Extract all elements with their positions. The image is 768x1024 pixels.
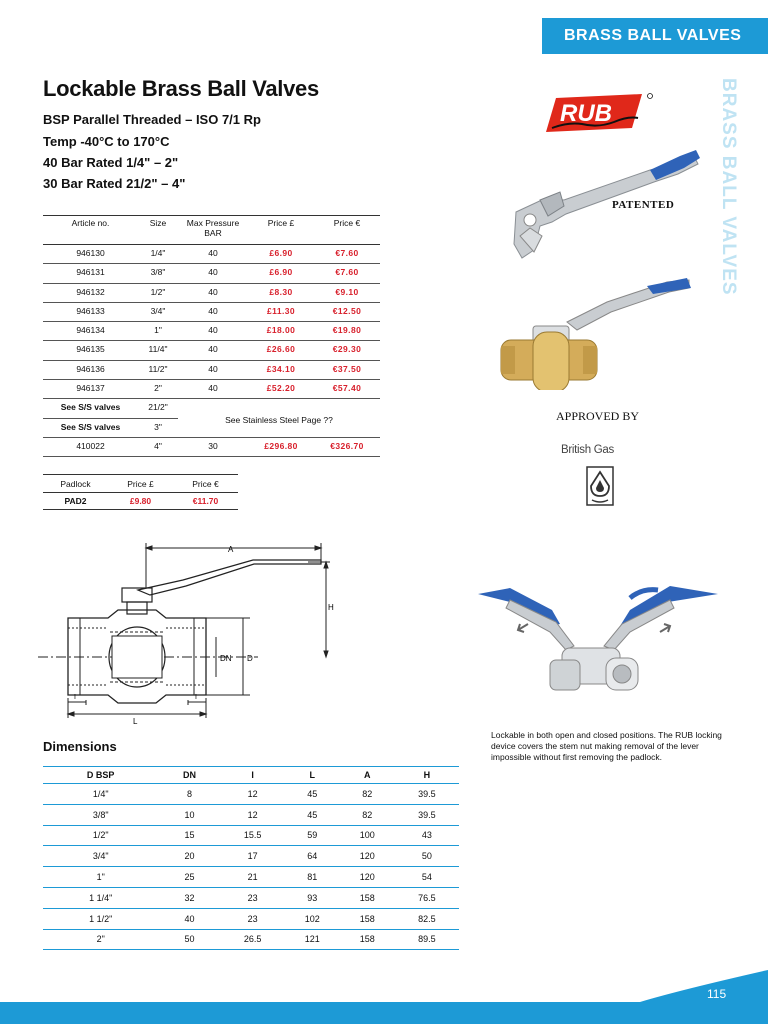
price-table-header bbox=[43, 216, 380, 245]
lock-mechanism-photo bbox=[500, 140, 710, 270]
col-price-gbp: Price £ bbox=[108, 475, 173, 493]
h: 76.5 bbox=[395, 887, 459, 908]
h: 82.5 bbox=[395, 908, 459, 929]
l: 59 bbox=[285, 825, 340, 846]
table-row bbox=[43, 493, 238, 510]
size: 3/8" bbox=[138, 264, 178, 283]
pressure: 40 bbox=[178, 302, 248, 321]
size: 11/2" bbox=[138, 360, 178, 379]
price-eur: €57.40 bbox=[314, 380, 380, 399]
article-no: 946136 bbox=[43, 360, 138, 379]
british-gas-logo: British Gas bbox=[561, 444, 614, 456]
padlock-table bbox=[43, 474, 238, 510]
table-row bbox=[43, 399, 380, 418]
a: 82 bbox=[340, 804, 395, 825]
col-d-bsp: D BSP bbox=[43, 767, 158, 784]
table-row bbox=[43, 322, 380, 341]
a: 120 bbox=[340, 846, 395, 867]
i: 17 bbox=[221, 846, 285, 867]
table-row bbox=[43, 437, 380, 456]
price-eur: €7.60 bbox=[314, 264, 380, 283]
l: 45 bbox=[285, 784, 340, 805]
article-no: 946131 bbox=[43, 264, 138, 283]
dn: 10 bbox=[158, 804, 220, 825]
label-h: H bbox=[328, 603, 334, 612]
pressure: 40 bbox=[178, 322, 248, 341]
a: 158 bbox=[340, 887, 395, 908]
spec-thread: BSP Parallel Threaded – ISO 7/1 Rp bbox=[43, 112, 261, 127]
price-gbp: £34.10 bbox=[248, 360, 314, 379]
page-number: 115 bbox=[707, 987, 727, 1001]
col-l: L bbox=[285, 767, 340, 784]
table-row bbox=[43, 804, 459, 825]
pressure: 40 bbox=[178, 360, 248, 379]
label-i-left: I bbox=[74, 694, 76, 701]
col-price-eur: Price € bbox=[173, 475, 238, 493]
price-gbp: £6.90 bbox=[248, 245, 314, 264]
col-i: I bbox=[221, 767, 285, 784]
table-row bbox=[43, 846, 459, 867]
article-no: 410022 bbox=[43, 437, 138, 456]
d-bsp: 1 1/2" bbox=[43, 908, 158, 929]
i: 15.5 bbox=[221, 825, 285, 846]
l: 93 bbox=[285, 887, 340, 908]
h: 89.5 bbox=[395, 929, 459, 950]
locking-action-photo bbox=[470, 580, 720, 710]
col-h: H bbox=[395, 767, 459, 784]
d-bsp: 2" bbox=[43, 929, 158, 950]
i: 12 bbox=[221, 804, 285, 825]
price-eur: €7.60 bbox=[314, 245, 380, 264]
article-no: 946133 bbox=[43, 302, 138, 321]
lockable-valve-photo bbox=[497, 270, 697, 390]
price-gbp: £9.80 bbox=[108, 493, 173, 510]
i: 23 bbox=[221, 887, 285, 908]
i: 26.5 bbox=[221, 929, 285, 950]
pressure: 40 bbox=[178, 380, 248, 399]
table-row bbox=[43, 283, 380, 302]
dimensions-heading: Dimensions bbox=[43, 739, 117, 754]
col-price-eur: Price € bbox=[314, 216, 380, 245]
l: 81 bbox=[285, 867, 340, 888]
price-eur: €9.10 bbox=[314, 283, 380, 302]
table-row bbox=[43, 867, 459, 888]
table-row bbox=[43, 360, 380, 379]
col-article: Article no. bbox=[43, 216, 138, 245]
price-eur: €12.50 bbox=[314, 302, 380, 321]
price-eur: €326.70 bbox=[314, 437, 380, 456]
col-price-gbp: Price £ bbox=[248, 216, 314, 245]
d-bsp: 1" bbox=[43, 867, 158, 888]
l: 45 bbox=[285, 804, 340, 825]
approved-by-label: APPROVED BY bbox=[556, 409, 640, 423]
h: 39.5 bbox=[395, 804, 459, 825]
price-eur: €19.80 bbox=[314, 322, 380, 341]
a: 120 bbox=[340, 867, 395, 888]
h: 43 bbox=[395, 825, 459, 846]
size: 4" bbox=[138, 437, 178, 456]
side-section-tab bbox=[708, 78, 748, 296]
d-bsp: 3/4" bbox=[43, 846, 158, 867]
price-eur: €11.70 bbox=[173, 493, 238, 510]
pressure: 40 bbox=[178, 283, 248, 302]
label-l: L bbox=[133, 717, 138, 725]
table-row bbox=[43, 887, 459, 908]
dimensions-table bbox=[43, 766, 459, 950]
rub-logo bbox=[538, 88, 658, 140]
table-row bbox=[43, 908, 459, 929]
size: 21/2" bbox=[138, 399, 178, 418]
dn: 50 bbox=[158, 929, 220, 950]
dn: 32 bbox=[158, 887, 220, 908]
spec-rating-40: 40 Bar Rated 1/4" – 2" bbox=[43, 155, 179, 170]
pressure: 30 bbox=[178, 437, 248, 456]
label-dn: DN bbox=[220, 654, 232, 663]
d-bsp: 1/2" bbox=[43, 825, 158, 846]
padlock-table-header bbox=[43, 475, 238, 493]
dn: 20 bbox=[158, 846, 220, 867]
table-row bbox=[43, 264, 380, 283]
patented-label: PATENTED bbox=[612, 199, 675, 211]
a: 158 bbox=[340, 908, 395, 929]
ss-note: See Stainless Steel Page ?? bbox=[178, 399, 380, 438]
size: 1/2" bbox=[138, 283, 178, 302]
d-bsp: 1/4" bbox=[43, 784, 158, 805]
price-gbp: £26.60 bbox=[248, 341, 314, 360]
dn: 15 bbox=[158, 825, 220, 846]
i: 21 bbox=[221, 867, 285, 888]
article-no: 946132 bbox=[43, 283, 138, 302]
h: 54 bbox=[395, 867, 459, 888]
col-pressure: Max Pressure BAR bbox=[178, 216, 248, 245]
col-padlock: Padlock bbox=[43, 475, 108, 493]
price-gbp: £18.00 bbox=[248, 322, 314, 341]
l: 121 bbox=[285, 929, 340, 950]
ss-reference: See S/S valves bbox=[43, 418, 138, 437]
padlock-code: PAD2 bbox=[43, 493, 108, 510]
size: 2" bbox=[138, 380, 178, 399]
i: 12 bbox=[221, 784, 285, 805]
i: 23 bbox=[221, 908, 285, 929]
price-gbp: £8.30 bbox=[248, 283, 314, 302]
article-no: 946137 bbox=[43, 380, 138, 399]
label-d: D bbox=[247, 654, 253, 663]
footer-wedge bbox=[640, 970, 768, 1024]
d-bsp: 1 1/4" bbox=[43, 887, 158, 908]
size: 3" bbox=[138, 418, 178, 437]
size: 1" bbox=[138, 322, 178, 341]
article-no: 946134 bbox=[43, 322, 138, 341]
a: 82 bbox=[340, 784, 395, 805]
table-row bbox=[43, 380, 380, 399]
size: 1/4" bbox=[138, 245, 178, 264]
section-title-text: BRASS BALL VALVES bbox=[564, 27, 742, 44]
lock-caption: Lockable in both open and closed positions. The RUB locking device covers the stem nut making removal of the lever impossible without first removing the padlock. bbox=[491, 730, 722, 763]
page-title: Lockable Brass Ball Valves bbox=[43, 76, 319, 101]
dimensions-header bbox=[43, 767, 459, 784]
dn: 25 bbox=[158, 867, 220, 888]
h: 39.5 bbox=[395, 784, 459, 805]
price-table bbox=[43, 215, 380, 457]
spec-temp: Temp -40°C to 170°C bbox=[43, 134, 170, 149]
table-row bbox=[43, 784, 459, 805]
a: 158 bbox=[340, 929, 395, 950]
price-eur: €37.50 bbox=[314, 360, 380, 379]
price-gbp: £11.30 bbox=[248, 302, 314, 321]
h: 50 bbox=[395, 846, 459, 867]
size: 3/4" bbox=[138, 302, 178, 321]
pressure: 40 bbox=[178, 245, 248, 264]
approval-mark-icon bbox=[586, 466, 614, 506]
price-gbp: £52.20 bbox=[248, 380, 314, 399]
price-gbp: £296.80 bbox=[248, 437, 314, 456]
table-row bbox=[43, 245, 380, 264]
pressure: 40 bbox=[178, 341, 248, 360]
col-a: A bbox=[340, 767, 395, 784]
valve-dimension-drawing bbox=[38, 540, 348, 725]
spec-rating-30: 30 Bar Rated 21/2" – 4" bbox=[43, 176, 186, 191]
dn: 40 bbox=[158, 908, 220, 929]
label-a: A bbox=[228, 545, 234, 554]
article-no: 946135 bbox=[43, 341, 138, 360]
a: 100 bbox=[340, 825, 395, 846]
dn: 8 bbox=[158, 784, 220, 805]
price-eur: €29.30 bbox=[314, 341, 380, 360]
article-no: 946130 bbox=[43, 245, 138, 264]
pressure: 40 bbox=[178, 264, 248, 283]
logo-text: RUB bbox=[560, 100, 612, 127]
col-size: Size bbox=[138, 216, 178, 245]
table-row bbox=[43, 825, 459, 846]
price-gbp: £6.90 bbox=[248, 264, 314, 283]
col-dn: DN bbox=[158, 767, 220, 784]
table-row bbox=[43, 302, 380, 321]
side-section-title: BRASS BALL VALVES bbox=[718, 78, 739, 296]
size: 11/4" bbox=[138, 341, 178, 360]
ss-reference: See S/S valves bbox=[43, 399, 138, 418]
table-row bbox=[43, 341, 380, 360]
d-bsp: 3/8" bbox=[43, 804, 158, 825]
l: 64 bbox=[285, 846, 340, 867]
label-i-right: I bbox=[195, 694, 197, 701]
l: 102 bbox=[285, 908, 340, 929]
table-row bbox=[43, 929, 459, 950]
section-title bbox=[542, 18, 768, 54]
